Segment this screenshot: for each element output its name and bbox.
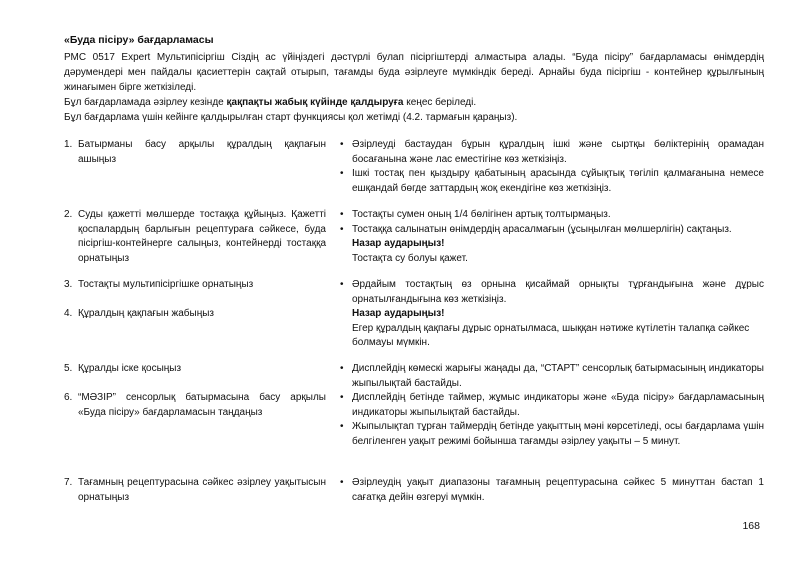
note-bullet: [340, 420, 764, 449]
note-text: Әрдайым тостақтың өз орнына қисаймай орнықты тұрғандығына және дұрыс орнатылғандығына көз жеткізіңіз.: [352, 279, 764, 305]
bullet-icon: •: [340, 168, 344, 179]
step-text: “МӘЗІР” сенсорлық батырмасына басу арқылы «Буда пісіру» бағдарламасын таңдаңыз: [78, 392, 326, 418]
step-number: 3.: [64, 279, 73, 290]
note-text: Тостаққа салынатын өнімдердің арасалмағын (ұсыңылған мөлшерлігін) сақтаңыз.: [352, 223, 732, 235]
note-bullet: [340, 362, 764, 391]
warning-label: Назар аударыңыз!: [352, 308, 445, 319]
note-bullet: [340, 476, 764, 505]
note-bullet: [340, 391, 764, 420]
note-bullet: [340, 138, 764, 167]
step-text: Құралдың қақпағын жабыңыз: [78, 308, 214, 319]
step-number: 2.: [64, 209, 73, 220]
note-text: Дисплейдің көмескі жарығы жаңады да, “СТАРТ” сенсорлық батырмасының индикаторы жыпылықтай бастайды.: [352, 363, 764, 389]
note-text: Әзірлеудің уақыт диапазоны тағамның рецептурасына сәйкес 5 минуттан бастап 1 сағатқа дейін өзгеруі мүмкін.: [352, 477, 764, 503]
step-text: Тостақты мультипісіргішке орнатыңыз: [78, 279, 254, 290]
note-text: Ішкі тостақ пен қыздыру қабатының арасында сұйықтық төгіліп қалмағанына немесе ешқандай бөгде заттардың жоқ екендігіне көз жеткізіңіз.: [352, 168, 764, 194]
step-1: [64, 138, 326, 167]
step-1-notes: [340, 138, 764, 196]
step-7-notes: [340, 476, 764, 505]
warning-text: Егер құралдың қақпағы дұрыс орнатылмаса, шыққан нәтиже күтілетін талапқа сәйкес болмауы мүмкін.: [352, 322, 750, 348]
intro-paragraph-2: [64, 95, 764, 110]
step-number: 7.: [64, 477, 73, 488]
step-5-notes: [340, 362, 764, 449]
step-3: [64, 278, 326, 293]
bullet-icon: •: [340, 209, 344, 220]
step-2: [64, 208, 326, 266]
step-5: [64, 362, 326, 377]
note-bullet: [340, 208, 764, 223]
note-text: Дисплейдің бетінде таймер, жұмыс индикаторы және «Буда пісіру» бағдарламасының индикаторы жыпылықтай бастайды.: [352, 392, 764, 418]
step-text: Суды қажетті мөлшерде тостаққа құйыңыз. Қажетті қоспалардың барлығын рецептураға сәйкесе, буда пісіргіш-контейнерге салыңыз, контейнерді тостаққа орнатыңыз: [78, 209, 326, 264]
intro-paragraph-1: РМС 0517 Expert Мультипісіргіш Сіздің ас үйіңіздегі дәстүрлі булап пісіргіштерді алмастыра алады. “Буда пісіру” бағдарламасы өнімдердің дәрумендері мен пайдалы қасиеттерін сақтай отырып, тағамды буда әзірлеуге мүмкіндік береді. Арнайы буда пісіргіш - контейнер құрылғының жинағымен бірге жеткізіледі.: [64, 52, 764, 93]
intro-p2-start: Бұл бағдарламада әзірлеу кезінде: [64, 97, 227, 108]
step-text: Құралды іске қосыңыз: [78, 363, 182, 374]
intro-p2-bold: қақпақты жабық күйінде қалдыруға: [226, 97, 404, 108]
section-title: «Буда пісіру» бағдарламасы: [64, 34, 214, 46]
step-4: [64, 307, 326, 322]
note-bullet: [340, 167, 764, 196]
step-number: 4.: [64, 308, 73, 319]
bullet-icon: •: [340, 477, 344, 488]
note-bullet: [340, 278, 764, 307]
bullet-icon: •: [340, 421, 344, 432]
warning-label: Назар аударыңыз!: [352, 238, 445, 249]
step-2-notes: [340, 208, 764, 266]
bullet-icon: •: [340, 392, 344, 403]
step-number: 1.: [64, 139, 73, 150]
step-7: [64, 476, 326, 505]
note-text: Әзірлеуді бастаудан бұрын құралдың ішкі және сыртқы бөліктерінің орамадан босағанына және лас еместігіне көз жеткізіңіз.: [352, 139, 764, 165]
bullet-icon: •: [340, 139, 344, 150]
page-number: 168: [742, 520, 760, 532]
step-number: 5.: [64, 363, 73, 374]
note-text: Тостақты сумен оның 1/4 бөлігінен артық толтырмаңыз.: [352, 209, 611, 220]
intro-text: [64, 50, 764, 125]
step-text: Тағамның рецептурасына сәйкес әзірлеу уақытысын орнатыңыз: [78, 477, 326, 503]
bullet-icon: •: [340, 363, 344, 374]
step-text: Батырманы басу арқылы құралдың қақпағын ашыңыз: [78, 139, 326, 165]
bullet-icon: •: [340, 279, 344, 290]
bullet-icon: •: [340, 223, 344, 235]
note-bullet: [340, 223, 764, 238]
intro-p2-end: кеңес беріледі.: [403, 97, 477, 108]
warning-text: Тостақта су болуы қажет.: [352, 252, 468, 264]
step-number: 6.: [64, 392, 73, 403]
step-3-notes: [340, 278, 764, 351]
step-6: [64, 391, 326, 420]
note-text: Жыпылықтап тұрған таймердің бетінде уақыттың мәні көрсетіледі, осы бағдарлама үшін белгіленген уақыт режимі бойынша тағамды әзірлеу уақыты – 5 минут.: [352, 421, 764, 447]
intro-paragraph-3: Бұл бағдарлама үшін кейінге қалдырылған старт функциясы қол жетімді (4.2. тармағын қараңыз).: [64, 112, 518, 123]
